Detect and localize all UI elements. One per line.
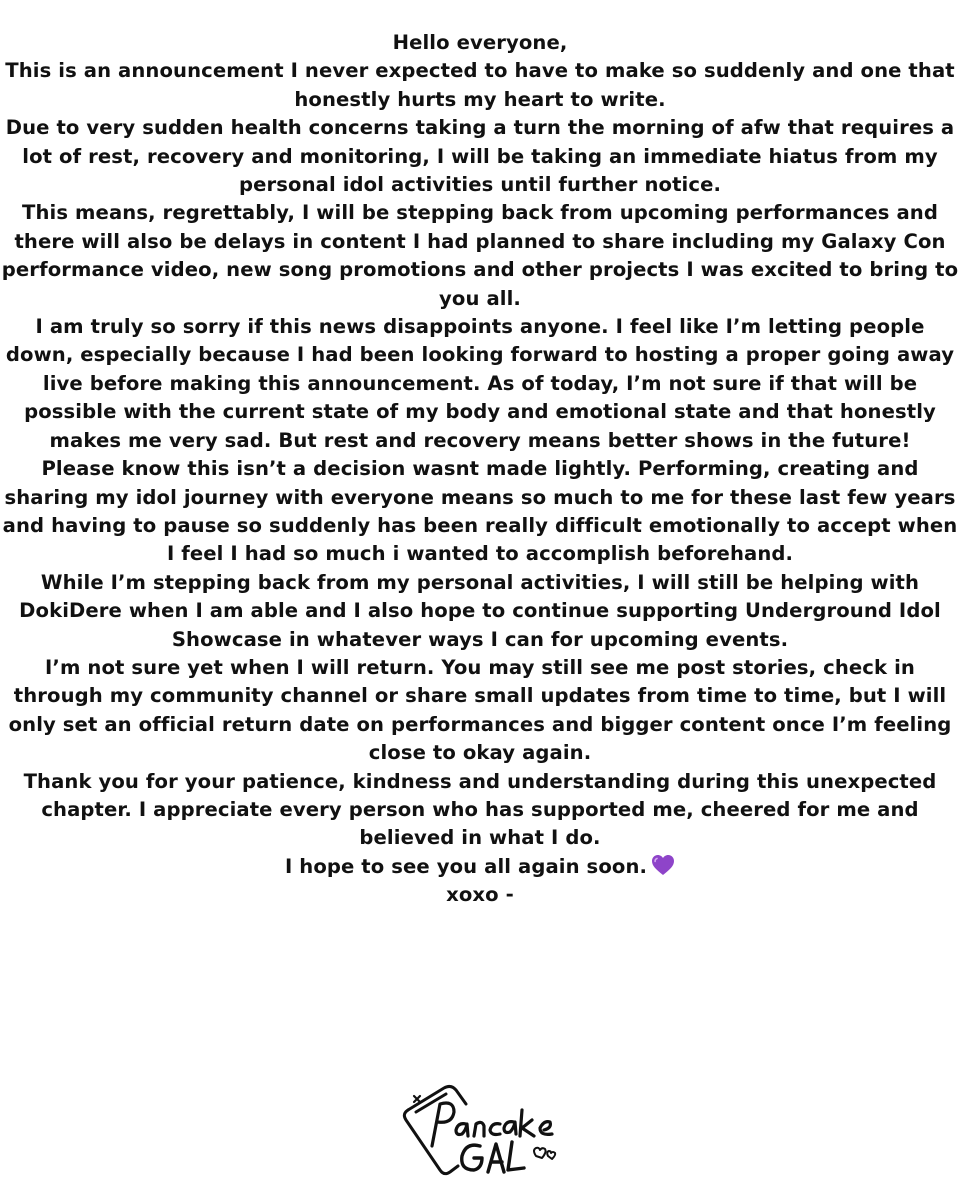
announcement-letter bbox=[0, 29, 960, 910]
paragraph-decision: Please know this isn’t a decision wasnt made lightly. Performing, creating and sharing my idol journey with everyone means so much to me for these last few years and having to pause so suddenly has been really difficult emotionally to accept when I feel I had so much i wanted to accomplish beforehand. bbox=[2, 457, 958, 566]
closing-text: I hope to see you all again soon. bbox=[284, 854, 648, 878]
paragraph-return: I’m not sure yet when I will return. You may still see me post stories, check in through my community channel or share small updates from time to time, but I will only set an official return date on performances and bigger content once I’m feeling close to okay again. bbox=[8, 655, 952, 765]
purple-heart-icon bbox=[651, 854, 675, 876]
signoff: xoxo - bbox=[446, 883, 514, 907]
paragraph-apology: I am truly so sorry if this news disappoints anyone. I feel like I’m letting people down, especially because I had been looking forward to hosting a proper going away live before making this announcement. As of today, I’m not sure if that will be possible with the current state of my body and emotional state and that honestly makes me very sad. But rest and recovery means better shows in the future! bbox=[5, 315, 955, 452]
paragraph-support: While I’m stepping back from my personal activities, I will still be helping with DokiDere when I am able and I also hope to continue supporting Underground Idol Showcase in whatever ways I can for upcoming events. bbox=[19, 570, 941, 651]
paragraph-health: Due to very sudden health concerns taking a turn the morning of afw that requires a lot of rest, recovery and monitoring, I will be taking an immediate hiatus from my personal idol activities until further notice. bbox=[5, 116, 955, 197]
closing-line bbox=[0, 853, 960, 881]
paragraph-thanks: Thank you for your patience, kindness and understanding during this unexpected chapter. I appreciate every person who has supported me, cheered for me and believed in what I do. bbox=[23, 769, 937, 850]
paragraph-announcement: This is an announcement I never expected to have to make so suddenly and one that honestly hurts my heart to write. bbox=[5, 59, 955, 111]
greeting: Hello everyone, bbox=[392, 31, 568, 54]
paragraph-delays: This means, regrettably, I will be stepping back from upcoming performances and there will also be delays in content I had planned to share including my Galaxy Con performance video, new song promotions and other projects I was excited to bring to you all. bbox=[1, 201, 959, 310]
pancake-gal-signature-logo bbox=[396, 1082, 566, 1182]
